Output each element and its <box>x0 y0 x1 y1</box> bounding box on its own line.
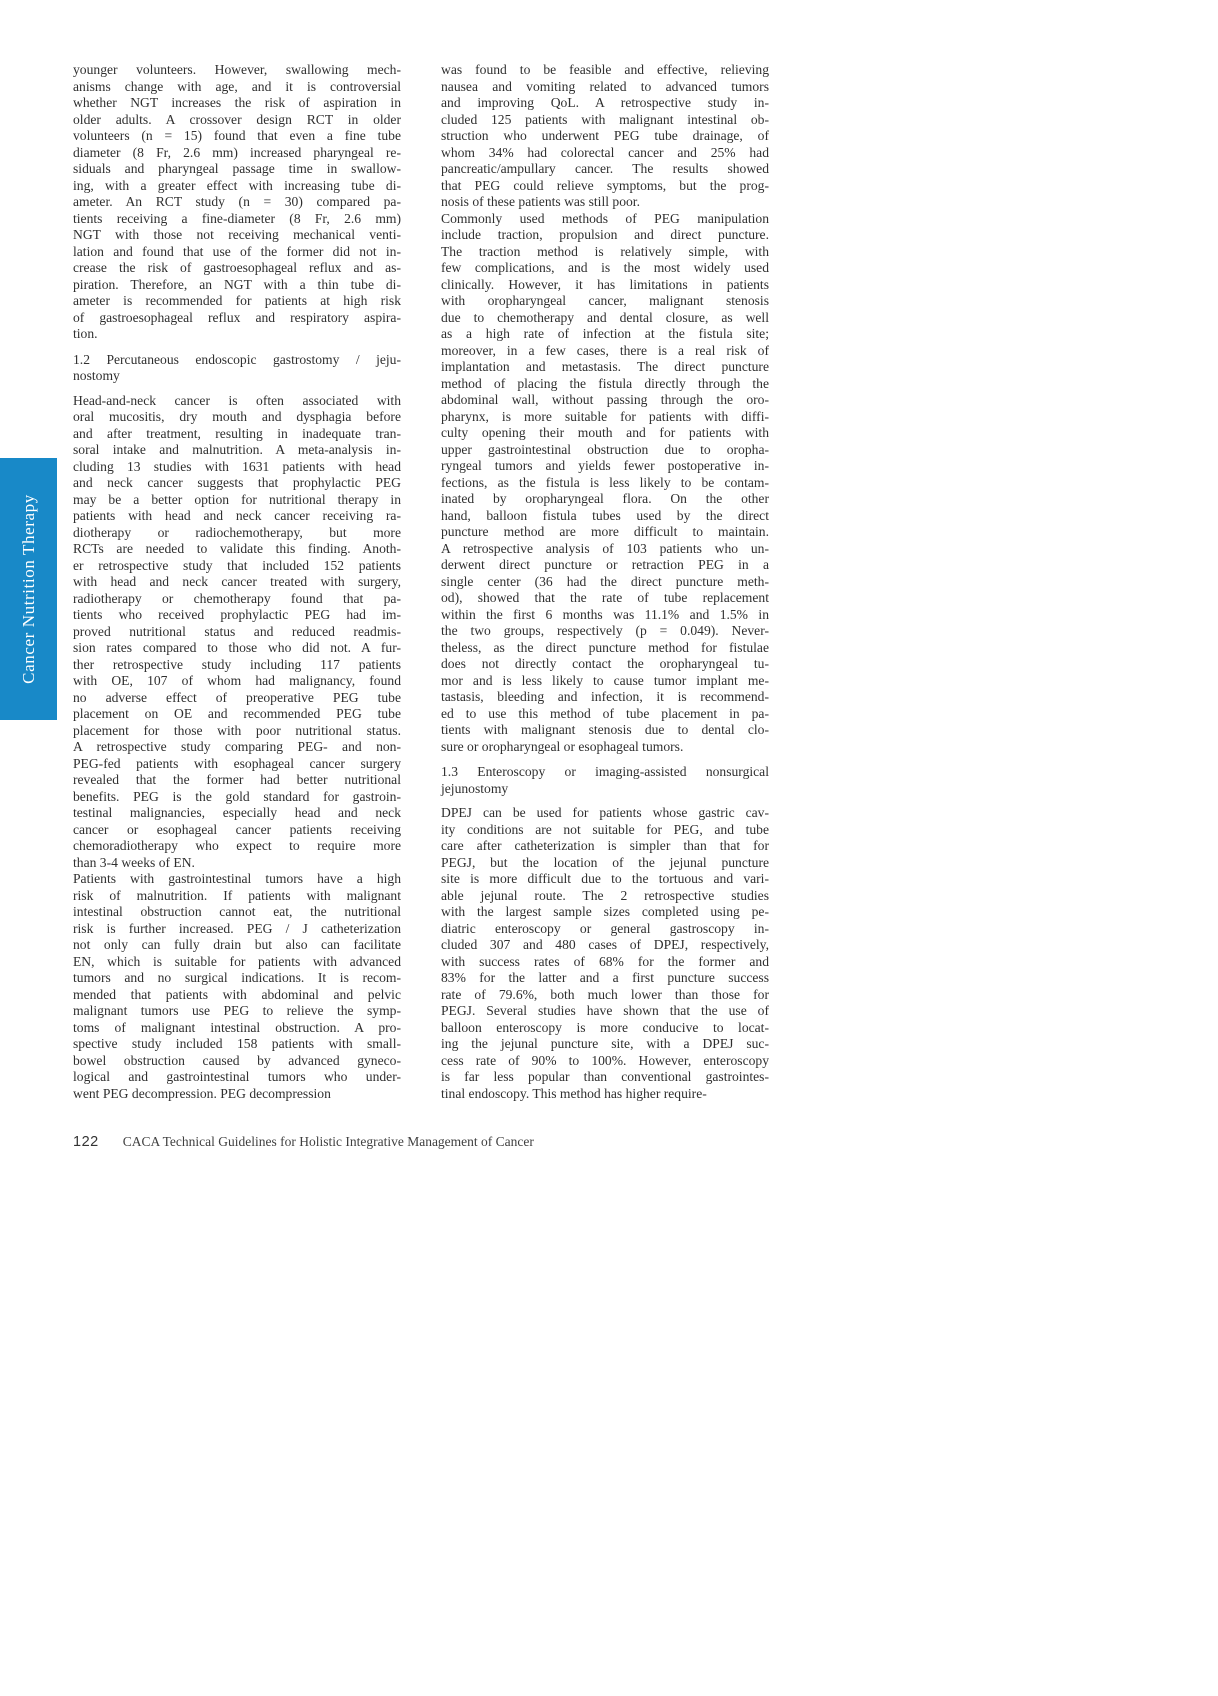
right-column <box>441 62 769 1102</box>
chapter-thumb-tab <box>0 458 57 720</box>
paragraph: younger volunteers. However, swallowing mech- anisms change with age, and it is controversial whether NGT increases the risk of aspiration in older adults. A crossover design RCT in older volunteers (n = 15) found that even a fine tube diameter (8 Fr, 2.6 mm) increased pharyngeal re- siduals and pharyngeal passage time in swallow- ing, with a greater effect with increasing tube di- ameter. An RCT study (n = 30) compared pa- tients receiving a fine-diameter (8 Fr, 2.6 mm) NGT with those not receiving mechanical venti- lation and found that use of the former did not in- crease the risk of gastroesophageal reflux and as- piration. Therefore, an NGT with a thin tube di- ameter is recommended for patients at high risk of gastroesophageal reflux and respiratory aspira- tion. <box>73 62 401 341</box>
page-footer <box>73 1134 534 1150</box>
paragraph: Head-and-neck cancer is often associated with oral mucositis, dry mouth and dysphagia before and after treatment, resulting in inadequate tran- soral intake and malnutrition. A meta-analysis in- cluding 13 studies with 1631 patients with head and neck cancer suggests that prophylactic PEG may be a better option for nutritional therapy in patients with head and neck cancer receiving ra- diotherapy or radiochemotherapy, but more RCTs are needed to validate this finding. Anoth- er retrospective study that included 152 patients with head and neck cancer treated with surgery, radiotherapy or chemotherapy found that pa- tients who received prophylactic PEG had im- proved nutritional status and reduced readmis- sion rates compared to those who did not. A fur- ther retrospective study including 117 patients with OE, 107 of whom had malignancy, found no adverse effect of preoperative PEG tube placement on OE and recommended PEG tube placement for those with poor nutritional status. A retrospective study comparing PEG- and non- PEG-fed patients with esophageal cancer surgery revealed that the former had better nutritional benefits. PEG is the gold standard for gastroin- testinal malignancies, especially head and neck cancer or esophageal cancer patients receiving chemoradiotherapy who expect to require more than 3-4 weeks of EN. <box>73 392 401 870</box>
two-column-text-area <box>73 62 769 1102</box>
running-title: CACA Technical Guidelines for Holistic Integrative Management of Cancer <box>122 1134 534 1149</box>
section-heading-1-3: 1.3 Enteroscopy or imaging-assisted nonsurgical jejunostomy <box>441 764 769 796</box>
chapter-tab-label: Cancer Nutrition Therapy <box>18 494 38 684</box>
paragraph: DPEJ can be used for patients whose gastric cav- ity conditions are not suitable for PEG, and tube care after catheterization is simpler than that for PEGJ, but the location of the jejunal puncture site is more difficult due to the tortuous and vari- able jejunal route. The 2 retrospective studies with the largest sample sizes completed using pe- diatric enteroscopy or general gastroscopy in- cluded 307 and 480 cases of DPEJ, respectively, with success rates of 68% for the former and 83% for the latter and a first puncture success rate of 79.6%, both much lower than those for PEGJ. Several studies have shown that the use of balloon enteroscopy is more conducive to locat- ing the jejunal puncture site, with a DPEJ suc- cess rate of 90% to 100%. However, enteroscopy is far less popular than conventional gastrointes- tinal endoscopy. This method has higher require- <box>441 805 769 1101</box>
page-number: 122 <box>73 1134 99 1150</box>
paragraph: Commonly used methods of PEG manipulation include traction, propulsion and direct puncture. The traction method is relatively simple, with few complications, and is the most widely used clinically. However, it has limitations in patients with oropharyngeal cancer, malignant stenosis due to chemotherapy and dental closure, as well as a high rate of infection at the fistula site; moreover, in a few cases, there is a real risk of implantation and metastasis. The direct puncture method of placing the fistula directly through the abdominal wall, without passing through the oro- pharynx, is more suitable for patients with diffi- culty opening their mouth and for patients with upper gastrointestinal obstruction due to oropha- ryngeal tumors and yields fewer postoperative in- fections, as the fistula is less likely to be contam- inated by oropharyngeal flora. On the other hand, balloon fistula tubes used by the direct puncture method are more difficult to maintain. A retrospective analysis of 103 patients who un- derwent direct puncture or retraction PEG in a single center (36 had the direct puncture meth- od), showed that the rate of tube replacement within the first 6 months was 11.1% and 1.5% in the two groups, respectively (p = 0.049). Never- theless, as the direct puncture method for fistulae does not directly contact the oropharyngeal tu- mor and is less likely to cause tumor implant me- tastasis, bleeding and infection, it is recommend- ed to use this method of tube placement in pa- tients with malignant stenosis due to dental clo- sure or oropharyngeal or esophageal tumors. <box>441 210 769 754</box>
paragraph: Patients with gastrointestinal tumors have a high risk of malnutrition. If patients with malignant intestinal obstruction cannot eat, the nutritional risk is further increased. PEG / J catheterization not only can fully drain but also can facilitate EN, which is suitable for patients with advanced tumors and no surgical indications. It is recom- mended that patients with abdominal and pelvic malignant tumors use PEG to relieve the symp- toms of malignant intestinal obstruction. A pro- spective study included 158 patients with small- bowel obstruction caused by advanced gyneco- logical and gastrointestinal tumors who under- went PEG decompression. PEG decompression <box>73 871 401 1101</box>
paragraph: was found to be feasible and effective, relieving nausea and vomiting related to advanced tumors and improving QoL. A retrospective study in- cluded 125 patients with malignant intestinal ob- struction who underwent PEG tube drainage, of whom 34% had colorectal cancer and 25% had pancreatic/ampullary cancer. The results showed that PEG could relieve symptoms, but the prog- nosis of these patients was still poor. <box>441 62 769 209</box>
left-column <box>73 62 401 1102</box>
section-heading-1-2: 1.2 Percutaneous endoscopic gastrostomy / jeju- nostomy <box>73 351 401 383</box>
